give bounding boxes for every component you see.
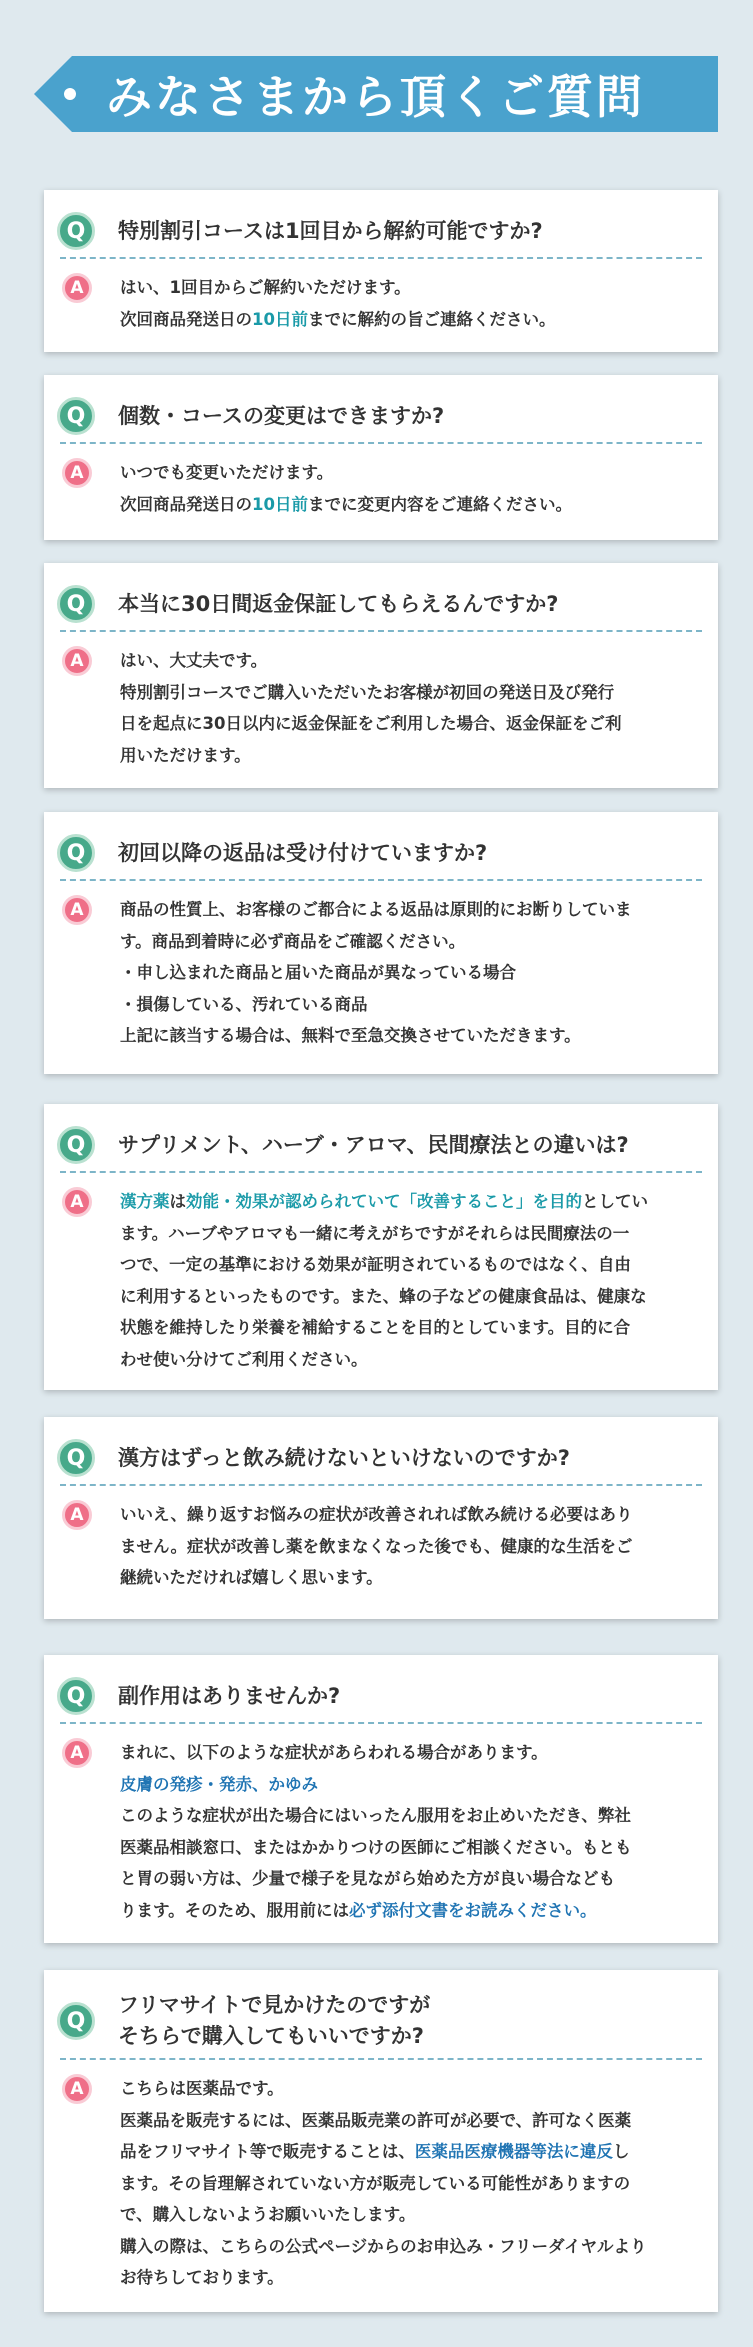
answer-segment: で、購入しないようお願いいたします。 (120, 2205, 416, 2224)
question-mark: Q (66, 403, 86, 429)
answer-icon (62, 458, 92, 488)
answer-text (120, 272, 704, 335)
question-text (118, 589, 704, 620)
answer-segment: 特別割引コースでご購入いただいたお客様が初回の発送日及び発行 (120, 682, 615, 702)
question-icon (57, 834, 95, 872)
highlight-text: 10日前 (252, 309, 308, 329)
question-text (118, 1130, 704, 1161)
answer-line (120, 2262, 704, 2294)
answer-mark: A (70, 1743, 84, 1763)
question-line: 本当に30日間返金保証してもらえるんですか? (118, 591, 559, 616)
answer-mark: A (70, 900, 84, 920)
answer-line (120, 645, 704, 677)
question-icon (57, 212, 95, 250)
answer-mark: A (70, 651, 84, 671)
answer-text (120, 457, 704, 520)
answer-segment: まれに、以下のような症状があらわれる場合があります。 (120, 1743, 548, 1762)
question-icon (57, 585, 95, 623)
question-text (118, 401, 704, 432)
qa-divider (60, 442, 702, 444)
answer-mark: A (70, 278, 84, 298)
answer-line (120, 1832, 704, 1864)
answer-segment: 日を起点に30日以内に返金保証をご利用した場合、返金保証をご利 (120, 714, 622, 733)
answer-segment: までに解約の旨ご連絡ください。 (307, 309, 556, 329)
answer-line (120, 1769, 704, 1801)
answer-icon (62, 895, 92, 925)
answer-line (120, 2168, 704, 2200)
question-icon (57, 1439, 95, 1477)
qa-divider (60, 1722, 702, 1724)
answer-segment: ます。ハーブやアロマも一緒に考えがちですがそれらは民間療法の一 (120, 1223, 630, 1243)
answer-segment: こちらは医薬品です。 (120, 2079, 284, 2098)
answer-segment: ・損傷している、汚れている商品 (120, 994, 368, 1014)
answer-line (120, 1800, 704, 1832)
question-text (118, 838, 704, 869)
question-line: 漢方はずっと飲み続けないといけないのですか? (118, 1445, 570, 1470)
question-mark: Q (66, 591, 86, 617)
answer-segment: ません。症状が改善し薬を飲まなくなった後でも、健康的な生活をご (120, 1536, 633, 1556)
answer-segment: 品をフリマサイト等で販売することは、 (120, 2142, 415, 2161)
faq-card (44, 375, 718, 540)
answer-segment: いいえ、繰り返すお悩みの症状が改善されれば飲み続ける必要はあり (120, 1505, 633, 1524)
answer-segment: ・申し込まれた商品と届いた商品が異なっている場合 (120, 963, 516, 982)
answer-mark: A (70, 2079, 84, 2099)
highlight-text: 医薬品医療機器等法に違反 (414, 2142, 613, 2161)
answer-segment: は (169, 1192, 186, 1211)
question-icon (57, 2002, 95, 2040)
question-line: 個数・コースの変更はできますか? (118, 403, 445, 428)
answer-line (120, 1249, 704, 1281)
answer-segment: までに変更内容をご連絡ください。 (307, 494, 572, 514)
qa-divider (60, 2058, 702, 2060)
qa-divider (60, 1484, 702, 1486)
answer-segment: ります。そのため、服用前には (120, 1900, 350, 1920)
question-text (118, 1443, 704, 1474)
question-line: そちらで購入してもいいですか? (118, 2024, 424, 2048)
answer-icon (62, 1187, 92, 1217)
answer-segment: 状態を維持したり栄養を補給することを目的としています。目的に合 (120, 1318, 631, 1337)
answer-icon (62, 1738, 92, 1768)
answer-line (120, 272, 704, 304)
answer-text (120, 645, 704, 771)
banner-hole (64, 88, 76, 100)
highlight-text: 皮膚の発疹・発赤、かゆみ (120, 1774, 318, 1794)
answer-text (120, 1499, 704, 1594)
faq-card (44, 1655, 718, 1943)
answer-line (120, 1737, 704, 1769)
answer-line (120, 926, 704, 958)
faq-card (44, 1417, 718, 1619)
question-mark: Q (66, 1132, 86, 1158)
answer-segment: 購入の際は、こちらの公式ページからのお申込み・フリーダイヤルより (120, 2236, 647, 2256)
answer-segment: わせ使い分けてご利用ください。 (120, 1349, 368, 1369)
qa-divider (60, 630, 702, 632)
answer-segment: と胃の弱い方は、少量で様子を見ながら始めた方が良い場合なども (120, 1869, 615, 1888)
answer-text (120, 894, 704, 1052)
answer-segment: つで、一定の基準における効果が証明されているものではなく、自由 (120, 1255, 631, 1274)
faq-card (44, 1970, 718, 2312)
answer-text (120, 1737, 704, 1926)
answer-icon (62, 2074, 92, 2104)
question-line: サプリメント、ハーブ・アロマ、民間療法との違いは? (118, 1132, 629, 1157)
answer-icon (62, 646, 92, 676)
answer-line (120, 2231, 704, 2263)
answer-line (120, 740, 704, 772)
answer-mark: A (70, 1192, 84, 1212)
answer-line (120, 2105, 704, 2137)
answer-text (120, 1186, 704, 1375)
answer-line (120, 894, 704, 926)
page-title: みなさまから頂くご質問 (106, 70, 645, 124)
answer-segment: 次回商品発送日の (120, 309, 252, 329)
answer-line (120, 1344, 704, 1376)
answer-line (120, 989, 704, 1021)
answer-segment: 次回商品発送日の (120, 494, 252, 514)
answer-mark: A (70, 463, 84, 483)
answer-line (120, 1312, 704, 1344)
answer-line (120, 1186, 704, 1218)
faq-card (44, 563, 718, 788)
question-icon (57, 1126, 95, 1164)
answer-segment: お待ちしております。 (120, 2268, 284, 2287)
question-text (118, 1990, 704, 2052)
highlight-text: 10日前 (252, 494, 308, 514)
answer-line (120, 1562, 704, 1594)
question-line: 副作用はありませんか? (118, 1683, 341, 1708)
answer-segment: 医薬品相談窓口、またはかかりつけの医師にご相談ください。もとも (120, 1837, 632, 1857)
answer-segment: としてい (582, 1192, 648, 1211)
answer-text (120, 2073, 704, 2294)
question-mark: Q (66, 1683, 86, 1709)
answer-line (120, 1218, 704, 1250)
answer-segment: に利用するといったものです。また、蜂の子などの健康食品は、健康な (120, 1286, 647, 1306)
qa-divider (60, 257, 702, 259)
answer-segment: 医薬品を販売するには、医薬品販売業の許可が必要で、許可なく医薬 (120, 2110, 632, 2130)
answer-line (120, 1531, 704, 1563)
answer-line (120, 1499, 704, 1531)
question-icon (57, 397, 95, 435)
question-line: 初回以降の返品は受け付けていますか? (118, 840, 488, 865)
question-icon (57, 1677, 95, 1715)
answer-line (120, 2136, 704, 2168)
qa-divider (60, 879, 702, 881)
question-mark: Q (66, 2008, 86, 2034)
answer-line (120, 677, 704, 709)
answer-line (120, 304, 704, 336)
qa-divider (60, 1171, 702, 1173)
highlight-text: 漢方薬 (120, 1192, 170, 1211)
answer-segment: このような症状が出た場合にはいったん服用をお止めいただき、弊社 (120, 1806, 631, 1825)
answer-line (120, 489, 704, 521)
answer-segment: はい、大丈夫です。 (120, 651, 268, 670)
answer-segment: し (612, 2142, 630, 2161)
answer-segment: はい、1回目からご解約いただけます。 (120, 278, 411, 297)
question-mark: Q (66, 840, 86, 866)
answer-segment: 商品の性質上、お客様のご都合による返品は原則的にお断りしていま (120, 900, 632, 919)
answer-line (120, 1281, 704, 1313)
answer-segment: いつでも変更いただけます。 (120, 463, 334, 482)
question-mark: Q (66, 1445, 86, 1471)
answer-line (120, 1895, 704, 1927)
question-text (118, 1681, 704, 1712)
answer-segment: 上記に該当する場合は、無料で至急交換させていただきます。 (120, 1026, 581, 1045)
answer-line (120, 708, 704, 740)
answer-segment: 用いただけます。 (120, 745, 251, 765)
answer-line (120, 1020, 704, 1052)
faq-card (44, 812, 718, 1074)
answer-segment: ます。その旨理解されていない方が販売している可能性がありますの (120, 2173, 631, 2193)
answer-line (120, 1863, 704, 1895)
highlight-text: 必ず添付文書をお読みください。 (349, 1900, 597, 1920)
answer-line (120, 2199, 704, 2231)
page-header (34, 54, 718, 134)
faq-card (44, 190, 718, 352)
answer-line (120, 957, 704, 989)
faq-card (44, 1104, 718, 1390)
answer-segment: 継続いただければ嬉しく思います。 (120, 1568, 383, 1587)
question-mark: Q (66, 218, 86, 244)
answer-line (120, 2073, 704, 2105)
question-text (118, 216, 704, 247)
highlight-text: 効能・効果が認められていて「改善すること」を目的 (186, 1192, 582, 1211)
question-line: 特別割引コースは1回目から解約可能ですか? (118, 218, 543, 243)
answer-segment: す。商品到着時に必ず商品をご確認ください。 (120, 931, 466, 951)
question-line: フリマサイトで見かけたのですが (118, 1993, 431, 2017)
answer-line (120, 457, 704, 489)
answer-icon (62, 1500, 92, 1530)
answer-mark: A (70, 1505, 84, 1525)
answer-icon (62, 273, 92, 303)
